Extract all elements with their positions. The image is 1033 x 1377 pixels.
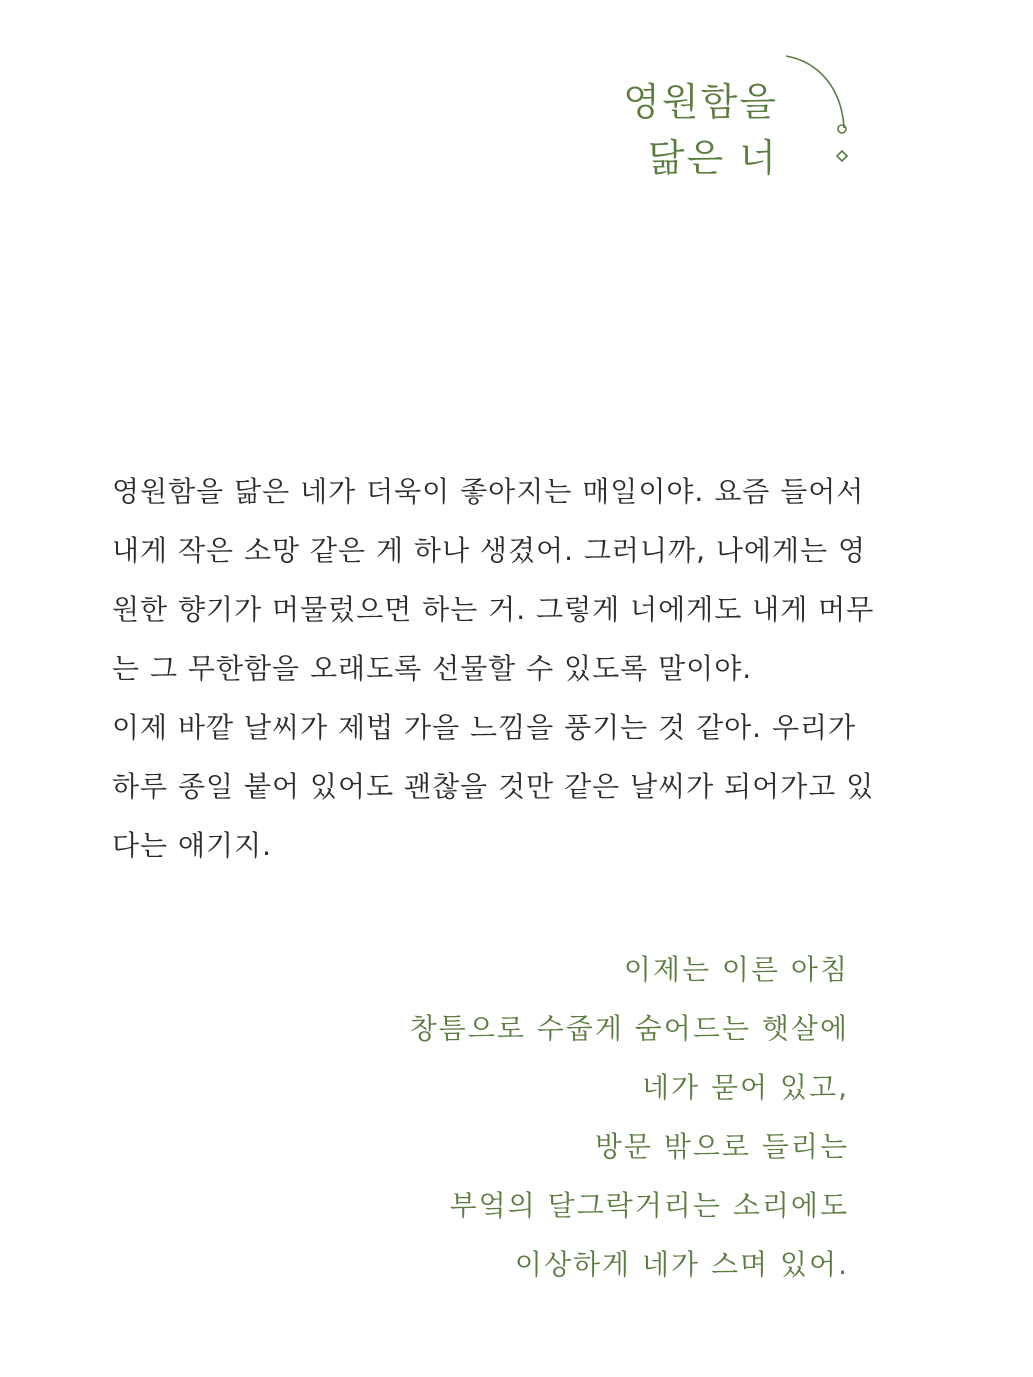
body-line: 원한 향기가 머물렀으면 하는 거. 그렇게 너에게도 내게 머무 (112, 593, 875, 626)
poem-line: 이제는 이른 아침 (623, 953, 849, 986)
body-line: 이제 바깥 날씨가 제법 가을 느낌을 풍기는 것 같아. 우리가 (112, 711, 857, 744)
body-line: 는 그 무한함을 오래도록 선물할 수 있도록 말이야. (112, 652, 753, 685)
poem-line: 방문 밖으로 들리는 (594, 1130, 849, 1163)
body-line: 내게 작은 소망 같은 게 하나 생겼어. 그러니까, 나에게는 영 (112, 534, 867, 567)
title-line-1: 영원함을 (623, 80, 778, 124)
body-line: 다는 얘기지. (112, 829, 273, 862)
body-line: 영원함을 닮은 네가 더욱이 좋아지는 매일이야. 요즘 들어서 (112, 475, 865, 508)
poem-line: 이상하게 네가 스며 있어. (514, 1248, 849, 1281)
poem-line: 부엌의 달그락거리는 소리에도 (449, 1189, 849, 1222)
body-line: 하루 종일 붙어 있어도 괜찮을 것만 같은 날씨가 되어가고 있 (112, 770, 875, 803)
poem-line: 네가 묻어 있고, (642, 1071, 849, 1104)
curved-line-ornament-icon (780, 50, 860, 180)
title-line-2: 닮은 너 (647, 136, 778, 180)
page-title (623, 74, 778, 186)
body-paragraph (112, 462, 875, 875)
poem-line: 창틈으로 수줍게 숨어드는 햇살에 (409, 1012, 849, 1045)
poem-stanza (410, 940, 849, 1294)
